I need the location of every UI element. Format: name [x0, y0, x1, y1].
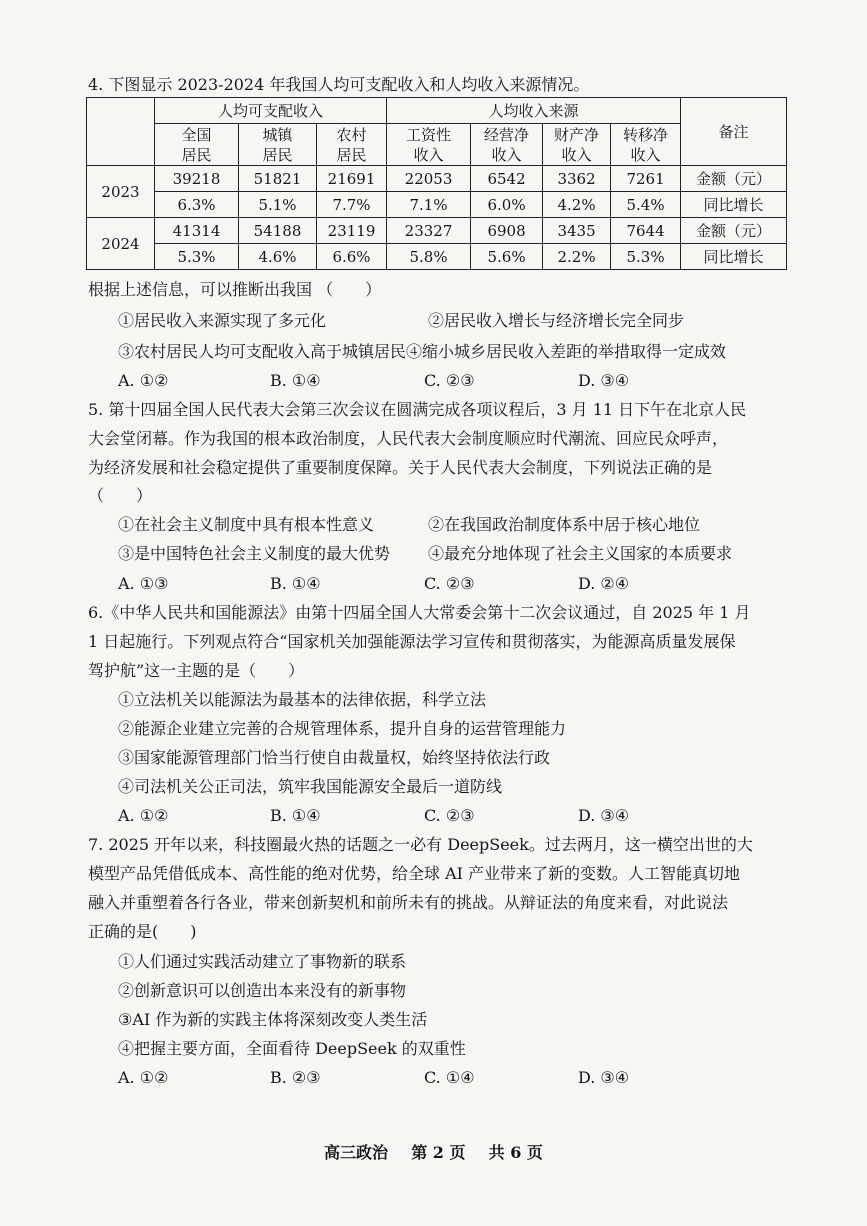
choice-a[interactable]: A. ①② — [118, 371, 169, 390]
q5-line-3: 为经济发展和社会稳定提供了重要制度保障。关于人民代表大会制度，下列说法正确的是 — [88, 458, 713, 477]
sub-header: 经营净 收入 — [471, 124, 543, 166]
table-cell: 5.3% — [611, 244, 681, 270]
table-cell: 2.2% — [543, 244, 611, 270]
q6-option-2: ②能源企业建立完善的合规管理体系，提升自身的运营管理能力 — [118, 719, 567, 738]
table-cell: 23327 — [387, 218, 471, 244]
note-cell: 同比增长 — [681, 192, 787, 218]
table-cell: 4.6% — [239, 244, 317, 270]
choice-d[interactable]: D. ③④ — [578, 1068, 630, 1087]
choice-b[interactable]: B. ①④ — [270, 371, 321, 390]
table-cell: 41314 — [155, 218, 239, 244]
table-cell: 5.1% — [239, 192, 317, 218]
choice-a[interactable]: A. ①② — [118, 806, 169, 825]
table-cell: 3435 — [543, 218, 611, 244]
q7-line-4: 正确的是( ) — [88, 922, 197, 941]
page-footer — [0, 1140, 867, 1163]
choice-d[interactable]: D. ②④ — [578, 574, 630, 593]
table-cell: 6.6% — [317, 244, 387, 270]
q5-line-2: 大会堂闭幕。作为我国的根本政治制度，人民代表大会制度顺应时代潮流、回应民众呼声， — [88, 429, 729, 448]
q4-option-3-4: ③农村居民人均可支配收入高于城镇居民④缩小城乡居民收入差距的举措取得一定成效 — [118, 342, 727, 361]
q7-option-1: ①人们通过实践活动建立了事物新的联系 — [118, 952, 407, 971]
table-cell: 23119 — [317, 218, 387, 244]
q4-option-1: ①居民收入来源实现了多元化 — [118, 311, 327, 330]
choice-b[interactable]: B. ①④ — [270, 574, 321, 593]
table-row — [87, 218, 787, 244]
footer-page-number: 第 2 页 — [411, 1143, 466, 1162]
year-cell: 2023 — [87, 166, 155, 218]
q4-lead: 根据上述信息，可以推断出我国 （ ） — [88, 280, 382, 299]
sub-header: 转移净 收入 — [611, 124, 681, 166]
table-cell: 4.2% — [543, 192, 611, 218]
choice-d[interactable]: D. ③④ — [578, 371, 630, 390]
q6-option-4: ④司法机关公正司法，筑牢我国能源安全最后一道防线 — [118, 777, 503, 796]
table-cell: 54188 — [239, 218, 317, 244]
table-row — [87, 244, 787, 270]
choice-c[interactable]: C. ②③ — [424, 806, 475, 825]
note-cell: 同比增长 — [681, 244, 787, 270]
choice-c[interactable]: C. ②③ — [424, 574, 475, 593]
table-cell: 5.3% — [155, 244, 239, 270]
q7-option-4: ④把握主要方面，全面看待 DeepSeek 的双重性 — [118, 1039, 466, 1058]
choice-c[interactable]: C. ②③ — [424, 371, 475, 390]
q7-line-1: 7. 2025 开年以来，科技圈最火热的话题之一必有 DeepSeek。过去两月，这一横空出世的大 — [88, 835, 753, 854]
group-header-source: 人均收入来源 — [387, 98, 681, 124]
table-cell: 7.1% — [387, 192, 471, 218]
sub-header: 工资性 收入 — [387, 124, 471, 166]
note-header: 备注 — [681, 98, 787, 166]
table-corner — [87, 98, 155, 166]
income-table — [86, 97, 787, 270]
choice-a[interactable]: A. ①② — [118, 1068, 169, 1087]
table-cell: 7.7% — [317, 192, 387, 218]
table-cell: 5.8% — [387, 244, 471, 270]
q7-line-2: 模型产品凭借低成本、高性能的绝对优势，给全球 AI 产业带来了新的变数。人工智能真切地 — [88, 864, 741, 883]
table-cell: 22053 — [387, 166, 471, 192]
footer-total-pages: 共 6 页 — [488, 1143, 543, 1162]
table-cell: 39218 — [155, 166, 239, 192]
q7-line-3: 融入并重塑着各行各业，带来创新契机和前所未有的挑战。从辩证法的角度来看，对此说法 — [88, 893, 729, 912]
table-cell: 5.6% — [471, 244, 543, 270]
table-cell: 21691 — [317, 166, 387, 192]
table-cell: 5.4% — [611, 192, 681, 218]
table-cell: 3362 — [543, 166, 611, 192]
sub-header: 全国 居民 — [155, 124, 239, 166]
q7-option-2: ②创新意识可以创造出本来没有的新事物 — [118, 981, 407, 1000]
group-header-income: 人均可支配收入 — [155, 98, 387, 124]
table-cell: 7261 — [611, 166, 681, 192]
q5-option-4: ④最充分地体现了社会主义国家的本质要求 — [428, 544, 733, 563]
q5-option-1: ①在社会主义制度中具有根本性意义 — [118, 515, 375, 534]
table-row — [87, 192, 787, 218]
choice-c[interactable]: C. ①④ — [424, 1068, 475, 1087]
q5-option-3: ③是中国特色社会主义制度的最大优势 — [118, 544, 391, 563]
table-cell: 6908 — [471, 218, 543, 244]
footer-subject: 高三政治 — [324, 1143, 389, 1162]
note-cell: 金额（元） — [681, 166, 787, 192]
q6-option-1: ①立法机关以能源法为最基本的法律依据，科学立法 — [118, 690, 487, 709]
table-cell: 6542 — [471, 166, 543, 192]
sub-header: 城镇 居民 — [239, 124, 317, 166]
table-cell: 6.0% — [471, 192, 543, 218]
q6-option-3: ③国家能源管理部门恰当行使自由裁量权，始终坚持依法行政 — [118, 748, 551, 767]
q7-option-3: ③AI 作为新的实践主体将深刻改变人类生活 — [118, 1010, 428, 1029]
q5-option-2: ②在我国政治制度体系中居于核心地位 — [428, 515, 701, 534]
table-row — [87, 166, 787, 192]
table-cell: 7644 — [611, 218, 681, 244]
q6-line-3: 驾护航”这一主题的是（ ） — [88, 661, 305, 680]
table-cell: 51821 — [239, 166, 317, 192]
table-cell: 6.3% — [155, 192, 239, 218]
year-cell: 2024 — [87, 218, 155, 270]
choice-a[interactable]: A. ①③ — [118, 574, 169, 593]
q5-line-1: 5. 第十四届全国人民代表大会第三次会议在圆满完成各项议程后，3 月 11 日下午在北京人民 — [88, 400, 747, 419]
note-cell: 金额（元） — [681, 218, 787, 244]
q5-line-4: （ ） — [88, 486, 153, 505]
q4-stem: 4. 下图显示 2023-2024 年我国人均可支配收入和人均收入来源情况。 — [88, 75, 590, 94]
choice-b[interactable]: B. ①④ — [270, 806, 321, 825]
q6-line-1: 6.《中华人民共和国能源法》由第十四届全国人大常委会第十二次会议通过，自 2025 年 1 月 — [88, 603, 751, 622]
q6-line-2: 1 日起施行。下列观点符合“国家机关加强能源法学习宣传和贯彻落实，为能源高质量发展保 — [88, 632, 736, 651]
q4-option-2: ②居民收入增长与经济增长完全同步 — [428, 311, 685, 330]
sub-header: 财产净 收入 — [543, 124, 611, 166]
choice-d[interactable]: D. ③④ — [578, 806, 630, 825]
sub-header: 农村 居民 — [317, 124, 387, 166]
choice-b[interactable]: B. ②③ — [270, 1068, 321, 1087]
